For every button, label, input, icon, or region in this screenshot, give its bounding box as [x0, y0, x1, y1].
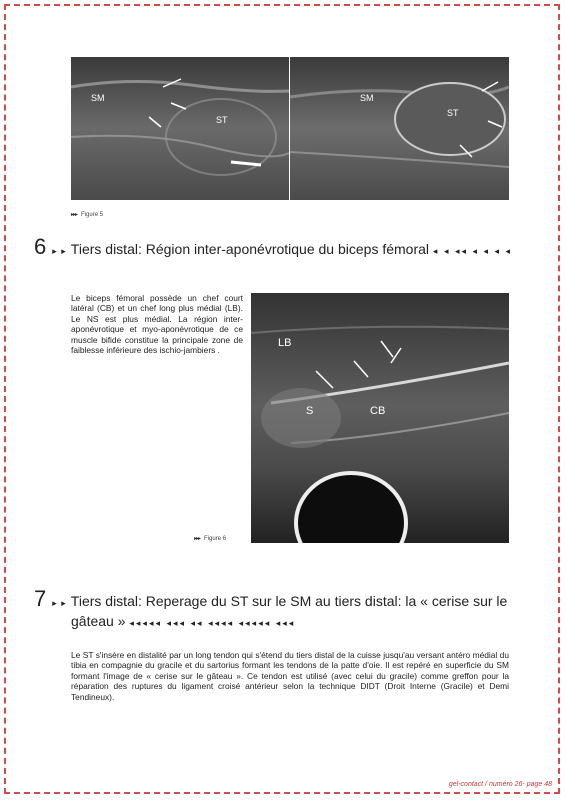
- figure5-left-st-label: ST: [216, 115, 228, 125]
- section7-trail-icon: ◂◂◂◂◂ ◂◂◂ ◂◂ ◂◂◂◂ ◂◂◂◂◂ ◂◂◂: [129, 618, 296, 628]
- figure6-caption: ▸▸▸ Figure 6: [194, 536, 227, 542]
- caption-arrows-icon: ▸▸▸: [71, 212, 78, 218]
- section6-prefix-icon: ▸ ▸: [52, 246, 67, 256]
- section6-heading: [34, 234, 512, 260]
- section7-heading: [34, 586, 534, 632]
- section6-title: Tiers distal: Région inter-aponévrotique du biceps fémoral: [70, 241, 430, 257]
- section7-title-line2: gâteau »: [71, 613, 126, 629]
- section7-prefix-icon: ▸ ▸: [52, 598, 67, 608]
- section7-title-line1: Tiers distal: Reperage du ST sur le SM au tiers distal: la « cerise sur le: [70, 593, 508, 609]
- page-footer: gel-contact / numéro 26- page 48: [448, 781, 552, 788]
- figure5-caption: ▸▸▸ Figure 5: [71, 212, 104, 218]
- section6-text: Le biceps fémoral possède un chef court latéral (CB) et un chef long plus médial (LB). Le NS est plus médial. La région inter-aponévrotique et myo-aponévrotique de ce muscle bifide constitue la principale zone de faiblesse inférieure des ischio-jambiers .: [71, 293, 243, 356]
- figure5-left-image: [71, 57, 289, 200]
- caption-arrows-icon: ▸▸▸: [194, 536, 201, 542]
- section6-trail-icon: ◂ ◂ ◂◂ ◂ ◂ ◂ ◂: [432, 246, 513, 256]
- section7-number: 7: [34, 586, 47, 611]
- figure5-right-sm-label: SM: [360, 93, 374, 103]
- figure6-image: [251, 293, 509, 543]
- figure6-cb-label: CB: [370, 405, 386, 417]
- figure5-right-image: [290, 57, 509, 200]
- figure5-left-sm-label: SM: [91, 93, 105, 103]
- figure5-right-st-label: ST: [447, 108, 459, 118]
- figure6-s-label: S: [306, 405, 314, 417]
- section6-number: 6: [34, 234, 47, 259]
- figure6-lb-label: LB: [278, 337, 292, 349]
- section7-text: Le ST s'insère en distalité par un long tendon qui s'étend du tiers distal de la cuisse jusqu'au versant antéro médial du tibia en compagnie du gracile et du sartorius formant les tendons de la patte d'oie. Il est repéré en superficie du SM formant l'image de « cerise sur le gâteau ». Ce tendon est utilisé (avec celui du gracile) comme greffon pour la réparation des ruptures du ligament croisé antérieur selon la technique DIDT (Droit Interne (Gracile) et Demi Tendineux).: [71, 650, 509, 702]
